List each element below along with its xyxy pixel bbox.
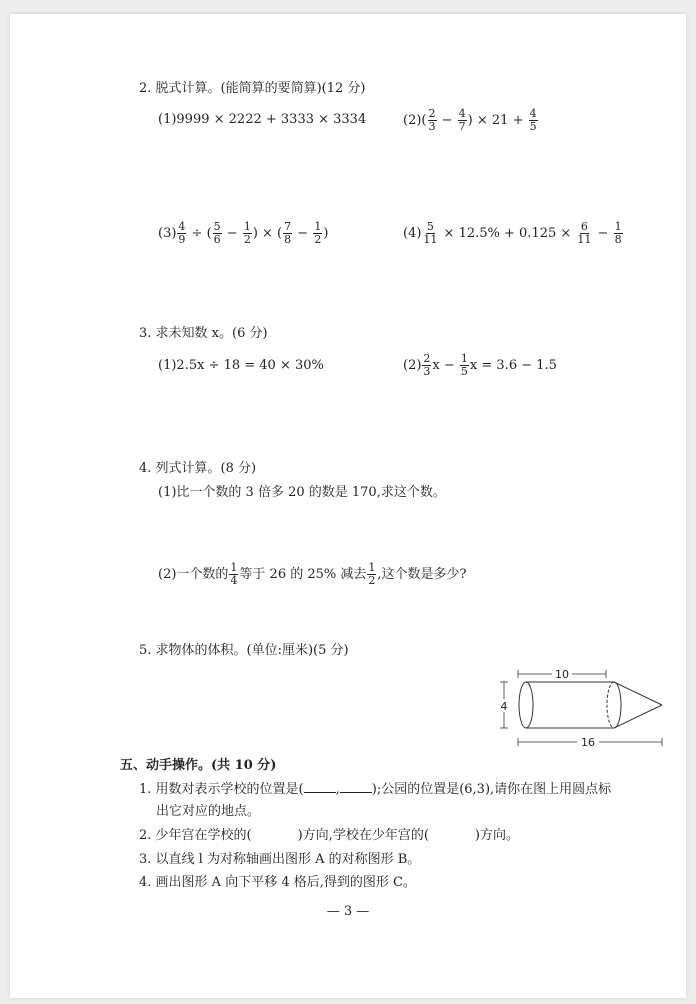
- s5-item-1-line2: 出它对应的地点。: [156, 804, 261, 819]
- cylinder-left-base: [519, 682, 533, 728]
- q2-problem-3: (3) $\frac{4}{9}$ ÷ ( $\frac{5}{6}$ − $\frac{1}{2}$ ) × ( $\frac{7}{8}$ − $\frac{1}{2}$ ): [158, 220, 329, 246]
- page-number: — 3 —: [326, 904, 370, 919]
- q2-p2-minus: −: [437, 113, 457, 128]
- answer-blank[interactable]: [340, 780, 372, 793]
- fraction-1-5: $\frac{1}{5}$: [460, 352, 468, 378]
- fraction-4-5: $\frac{4}{5}$: [529, 107, 537, 133]
- q3-problem-2: (2) $\frac{2}{3}$ x − $\frac{1}{5}$ x = 3.6 − 1.5: [403, 352, 557, 378]
- s5-item-1-line1: 1. 用数对表示学校的位置是( , );公园的位置是(6,3),请你在图上用圆点标: [139, 782, 612, 797]
- dim-label-top: 10: [555, 668, 569, 681]
- dim-label-bottom: 16: [581, 736, 595, 749]
- fraction-5-6: $\frac{5}{6}$: [213, 220, 221, 246]
- q2-problem-2: [403, 108, 539, 133]
- fraction-1-2: $\frac{1}{2}$: [243, 220, 251, 246]
- fraction-1-4: $\frac{1}{4}$: [230, 561, 238, 587]
- fraction-4-9: $\frac{4}{9}$: [178, 220, 186, 246]
- fraction-1-2: $\frac{1}{2}$: [368, 561, 376, 587]
- dim-label-left: 4: [500, 700, 508, 713]
- fraction-2-3: $\frac{2}{3}$: [428, 107, 436, 133]
- s5-item-2: 2. 少年宫在学校的( )方向,学校在少年宫的( )方向。: [139, 828, 519, 843]
- q4-problem-2: (2)一个数的 $\frac{1}{4}$ 等于 26 的 25% 减去 $\frac{1}{2}$ ,这个数是多少?: [158, 561, 467, 587]
- q2-p2-post: ) × 21 +: [467, 113, 528, 128]
- cylinder-cone-figure: [488, 664, 668, 752]
- q3-title: 3. 求未知数 x。(6 分): [139, 326, 268, 341]
- q2-title: 2. 脱式计算。(能简算的要简算)(12 分): [139, 81, 366, 96]
- cylinder-right-base-hidden: [607, 682, 614, 728]
- fraction-5-11: $\frac{5}{11}$: [423, 220, 438, 246]
- cylinder-right-base-front: [614, 682, 621, 728]
- q4-problem-1: (1)比一个数的 3 倍多 20 的数是 170,求这个数。: [158, 485, 446, 500]
- fraction-2-3: $\frac{2}{3}$: [423, 352, 431, 378]
- q4-title: 4. 列式计算。(8 分): [139, 461, 257, 476]
- fraction-1-8: $\frac{1}{8}$: [614, 220, 622, 246]
- s5-item-4: 4. 画出图形 A 向下平移 4 格后,得到的图形 C。: [139, 875, 416, 890]
- fraction-7-8: $\frac{7}{8}$: [284, 220, 292, 246]
- fraction-6-11: $\frac{6}{11}$: [577, 220, 592, 246]
- fraction-1-2: $\frac{1}{2}$: [314, 220, 322, 246]
- answer-blank[interactable]: [304, 780, 336, 793]
- q3-problem-1: (1)2.5x ÷ 18 = 40 × 30%: [158, 358, 324, 373]
- fraction-4-7: $\frac{4}{7}$: [458, 107, 466, 133]
- worksheet-page: [10, 14, 686, 998]
- q2-problem-1: (1)9999 × 2222 + 3333 × 3334: [158, 112, 367, 127]
- q5-title: 5. 求物体的体积。(单位:厘米)(5 分): [139, 643, 349, 658]
- q2-p2-pre: (2)(: [403, 113, 427, 128]
- section-5-title: 五、动手操作。(共 10 分): [120, 758, 277, 773]
- q2-problem-4: (4) $\frac{5}{11}$ × 12.5% + 0.125 × $\frac{6}{11}$ − $\frac{1}{8}$: [403, 220, 622, 246]
- s5-item-3: 3. 以直线 l 为对称轴画出图形 A 的对称图形 B。: [139, 852, 421, 867]
